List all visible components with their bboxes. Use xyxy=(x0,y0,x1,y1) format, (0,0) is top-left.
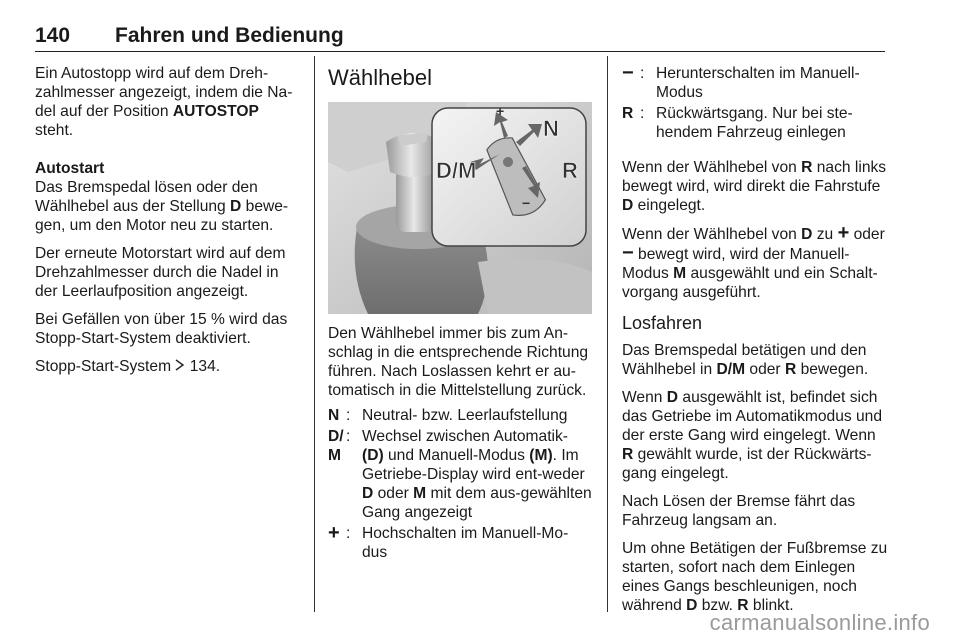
paragraph-start-1: Das Bremspedal betätigen und den Wählhebel in D/M oder R bewegen. xyxy=(622,342,869,378)
page-ref-icon xyxy=(175,357,185,367)
autostart-heading: Autostart xyxy=(35,160,105,177)
list-item: N : Neutral- bzw. Leerlaufstellung xyxy=(328,407,568,424)
section-title-losfahren: Losfahren xyxy=(622,313,703,333)
list-item: − : Herunterschalten im Manuell-Modus xyxy=(622,62,860,101)
list-item: + : Hochschalten im Manuell-Mo-dus xyxy=(328,522,569,561)
paragraph-intro: Den Wählhebel immer bis zum An-schlag in die entsprechende Richtung führen. Nach Loslassen kehrt er au-tomatisch in die Mittelstellung zurück. xyxy=(328,325,589,399)
column-1 xyxy=(35,64,301,385)
paragraph-r-to-d: Wenn der Wählhebel von R nach links bewegt wird, wird direkt die Fahrstufe D eingelegt. xyxy=(622,159,887,214)
list-item: R : Rückwärtsgang. Nur bei ste-hendem Fahrzeug einlegen xyxy=(622,105,853,141)
plus-icon: + xyxy=(328,522,340,544)
paragraph-slope: Bei Gefällen von über 15 % wird das Stopp-Start-System deaktiviert. xyxy=(35,311,288,347)
minus-icon: − xyxy=(622,62,634,84)
illustration-label-n: N xyxy=(543,116,559,141)
position-list-2 xyxy=(622,64,888,142)
paragraph-start-2: Wenn D ausgewählt ist, befindet sich das Getriebe im Automatikmodus und der erste Gang wird eingelegt. Wenn R gewählt wurde, ist der Rückwärts-gang eingelegt. xyxy=(622,389,883,482)
chapter-title: Fahren und Bedienung xyxy=(115,24,344,47)
page-header xyxy=(35,22,885,52)
section-title-waehlhebel: Wählhebel xyxy=(328,65,432,90)
column-divider-2 xyxy=(607,56,608,612)
paragraph-manual-mode: Wenn der Wählhebel von D zu + oder − bewegt wird, wird der Manuell-Modus M ausgewählt und ein Schalt-vorgang ausgeführt. xyxy=(622,222,885,301)
svg-text:−: − xyxy=(522,195,531,211)
column-divider-1 xyxy=(314,56,315,612)
paragraph-start-4: Um ohne Betätigen der Fußbremse zu starten, sofort nach dem Einlegen eines Gangs beschleunigen, noch während D bzw. R blinkt. xyxy=(622,540,888,614)
position-list xyxy=(328,406,592,562)
gear-selector-illustration xyxy=(328,102,592,314)
illustration-label-r: R xyxy=(562,158,578,183)
paragraph-autostart: Das Bremspedal lösen oder den Wählhebel aus der Stellung D bewe-gen, um den Motor neu zu starten. xyxy=(35,179,289,234)
illustration-label-dm: D/M xyxy=(436,158,477,183)
svg-text:+: + xyxy=(496,103,505,119)
page-ref-link[interactable]: 134. xyxy=(189,358,221,375)
plus-icon: + xyxy=(837,222,850,244)
paragraph-reference: Stopp-Start-System 134. xyxy=(35,358,221,375)
minus-icon: − xyxy=(622,242,634,264)
paragraph-autostop: Ein Autostopp wird auf dem Dreh-zahlmesser angezeigt, indem die Na-del auf der Position AUTOSTOP steht. xyxy=(35,65,293,139)
list-item: D/M : Wechsel zwischen Automatik- (D) und Manuell-Modus (M). Im Getriebe-Display wird ent-weder D oder M mit dem aus-gewählten Gang angezeigt xyxy=(328,428,592,521)
paragraph-restart: Der erneute Motorstart wird auf dem Drehzahlmesser durch die Nadel in der Leerlaufposition angezeigt. xyxy=(35,245,286,300)
column-3 xyxy=(622,64,888,624)
column-2 xyxy=(328,64,592,564)
paragraph-start-3: Nach Lösen der Bremse fährt das Fahrzeug langsam an. xyxy=(622,493,856,529)
page-number: 140 xyxy=(35,24,71,47)
watermark: carmanualsonline.info xyxy=(709,610,930,635)
